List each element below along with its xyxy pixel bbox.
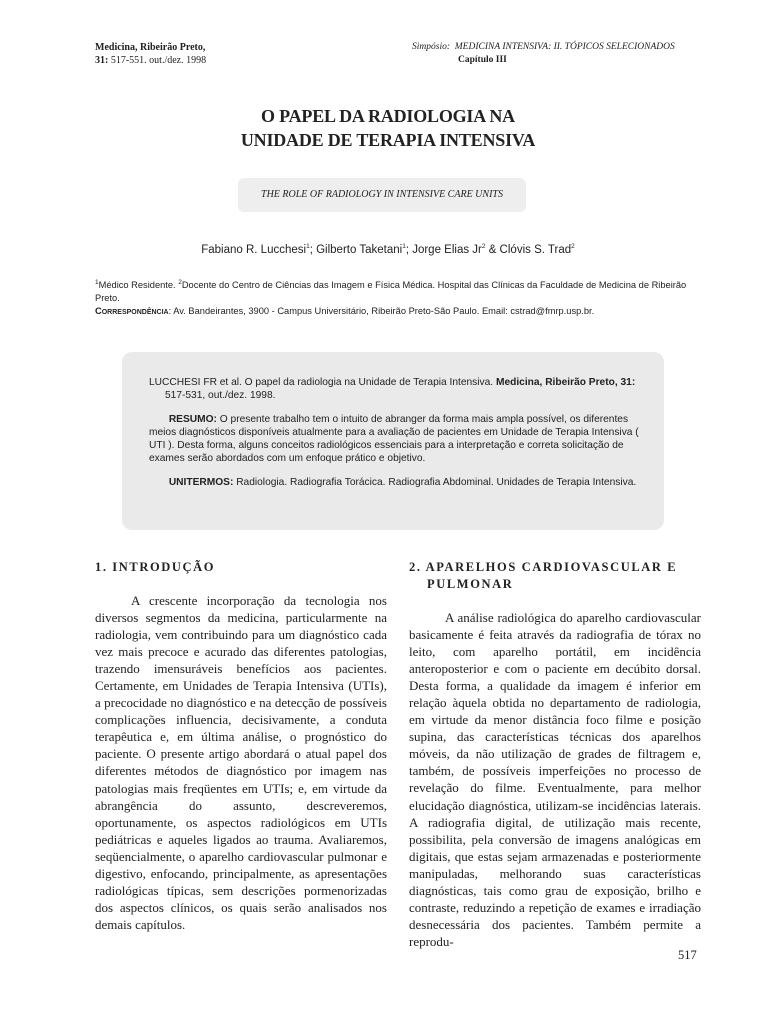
author-list <box>100 244 676 256</box>
title-line-2: UNIDADE DE TERAPIA INTENSIVA <box>240 130 536 150</box>
article-title <box>100 104 676 152</box>
author-name: ; Gilberto Taketani <box>309 244 403 256</box>
resumo <box>149 413 649 466</box>
page-number: 517 <box>678 948 697 962</box>
chapter-label: Capítulo III <box>458 55 507 65</box>
symposium-label: Simpósio: <box>412 42 450 52</box>
english-title: THE ROLE OF RADIOLOGY IN INTENSIVE CARE UNITS <box>261 189 503 200</box>
abstract-box <box>122 352 664 530</box>
section-2-paragraph: A análise radiológica do aparelho cardiovascular basicamente é feita através da radiografia de tórax no leito, com aparelho portátil, em incidência anteroposterior e com o paciente em decúbito dorsal. Desta forma, a qualidade da imagem é inferior em relação àquela obtida no departamento de radiologia, em virtude da menor distância foco filme e posição supina, das características técnicas dos aparelhos móveis, da não utilização de grades de filtragem e, também, de possíveis imperfeições no processo de revelação do filme. Eventualmente, para melhor elucidação diagnóstica, utilizam-se incidências laterais. A radiografia digital, de utilização mais recente, possibilita, pela conversão de imagens analógicas em digitais, que estas sejam armazenadas e posteriormente manipuladas, melhorando suas características diagnósticas, tais como grau de exposição, brilho e contraste, reduzindo a repetição de exames e irradiação desnecessária dos pacientes. Também permite a reprodu- <box>409 610 701 949</box>
correspondence-text: : Av. Bandeirantes, 3900 - Campus Universitário, Ribeirão Preto-São Paulo. Email: cstrad@fmrp.usp.br. <box>168 306 595 316</box>
section-2-heading-line-2: PULMONAR <box>427 577 514 591</box>
section-2-heading <box>409 559 677 593</box>
author-name: Fabiano R. Lucchesi <box>201 244 307 256</box>
unitermos-label: UNITERMOS: <box>168 476 234 488</box>
journal-volume: 31: <box>95 55 109 66</box>
citation-text: LUCCHESI FR et al. O papel da radiologia na Unidade de Terapia Intensiva. <box>149 377 496 388</box>
author-sup: 1 <box>306 243 310 251</box>
author-name: & Clóvis S. Trad <box>485 244 572 256</box>
author-sup: 2 <box>481 243 486 251</box>
unitermos-text: Radiologia. Radiografia Torácica. Radiografia Abdominal. Unidades de Terapia Intensiva. <box>233 476 637 488</box>
unitermos <box>149 476 649 489</box>
english-title-box <box>238 178 526 212</box>
journal-issue: 517-551. out./dez. 1998 <box>108 55 207 66</box>
section-2-body <box>409 609 701 950</box>
author-sup: 2 <box>571 243 575 251</box>
citation-pages: 517-531, out./dez. 1998. <box>165 390 276 402</box>
running-header-left <box>95 41 206 67</box>
author-sup: 1 <box>402 243 406 251</box>
journal-name: Medicina, Ribeirão Preto, <box>95 42 206 53</box>
section-1-body <box>95 592 387 933</box>
affiliations <box>95 279 705 318</box>
correspondence-label: Correspondência <box>95 306 169 316</box>
citation <box>149 376 649 403</box>
symposium-name: MEDICINA INTENSIVA: II. TÓPICOS SELECIONADOS <box>454 42 675 52</box>
section-1-heading: 1. INTRODUÇÃO <box>95 560 216 574</box>
title-line-1: O PAPEL DA RADIOLOGIA NA <box>261 106 515 126</box>
affil-text: Médico Residente. <box>98 280 179 290</box>
affil-sup: 2 <box>178 278 182 286</box>
running-header-right <box>412 41 675 67</box>
author-name: ; Jorge Elias Jr <box>405 244 482 256</box>
affil-text: Docente do Centro de Ciências das Imagem e Física Médica. Hospital das Clínicas da Faculdade de Medicina de Ribeirão Preto. <box>95 280 687 303</box>
section-1-paragraph: A crescente incorporação da tecnologia nos diversos segmentos da medicina, particularmente na radiologia, vem contribuindo para um diagnóstico cada vez mais precoce e acurado das diferentes patologias, trazendo imensuráveis benefícios aos pacientes. Certamente, em Unidades de Terapia Intensiva (UTIs), a precocidade no diagnóstico e na detecção de possíveis complicações influencia, decisivamente, a conduta terapêutica e, em última análise, o prognóstico do paciente. O presente artigo abordará o atual papel dos diferentes métodos de diagnóstico por imagem nas patologias mais freqüentes em UTIs; e, em virtude da abrangência do assunto, descreveremos, oportunamente, os aspectos radiológicos em UTIs pediátricas e aqueles ligados ao trauma. Avaliaremos, seqüencialmente, o aparelho cardiovascular pulmonar e digestivo, enfocando, principalmente, as apresentações radiológicas típicas, sem descrições pormenorizadas dos aspectos clínicos, os quais serão analisados nos demais capítulos. <box>95 593 387 932</box>
section-2-heading-line-1: 2. APARELHOS CARDIOVASCULAR E <box>409 560 678 574</box>
citation-journal: Medicina, Ribeirão Preto, 31: <box>495 377 636 388</box>
affil-sup: 1 <box>95 278 99 286</box>
resumo-text: O presente trabalho tem o intuito de abranger da forma mais ampla possível, os diferentes meios diagnósticos disponíveis atualmente para a avaliação de pacientes em Unidade de Terapia Intensiva ( UTI ). Desta forma, alguns conceitos radiológicos essenciais para a interpretação e correta solicitação de exames serão abordados com um enfoque prático e objetivo. <box>149 413 639 465</box>
resumo-label: RESUMO: <box>168 413 217 425</box>
